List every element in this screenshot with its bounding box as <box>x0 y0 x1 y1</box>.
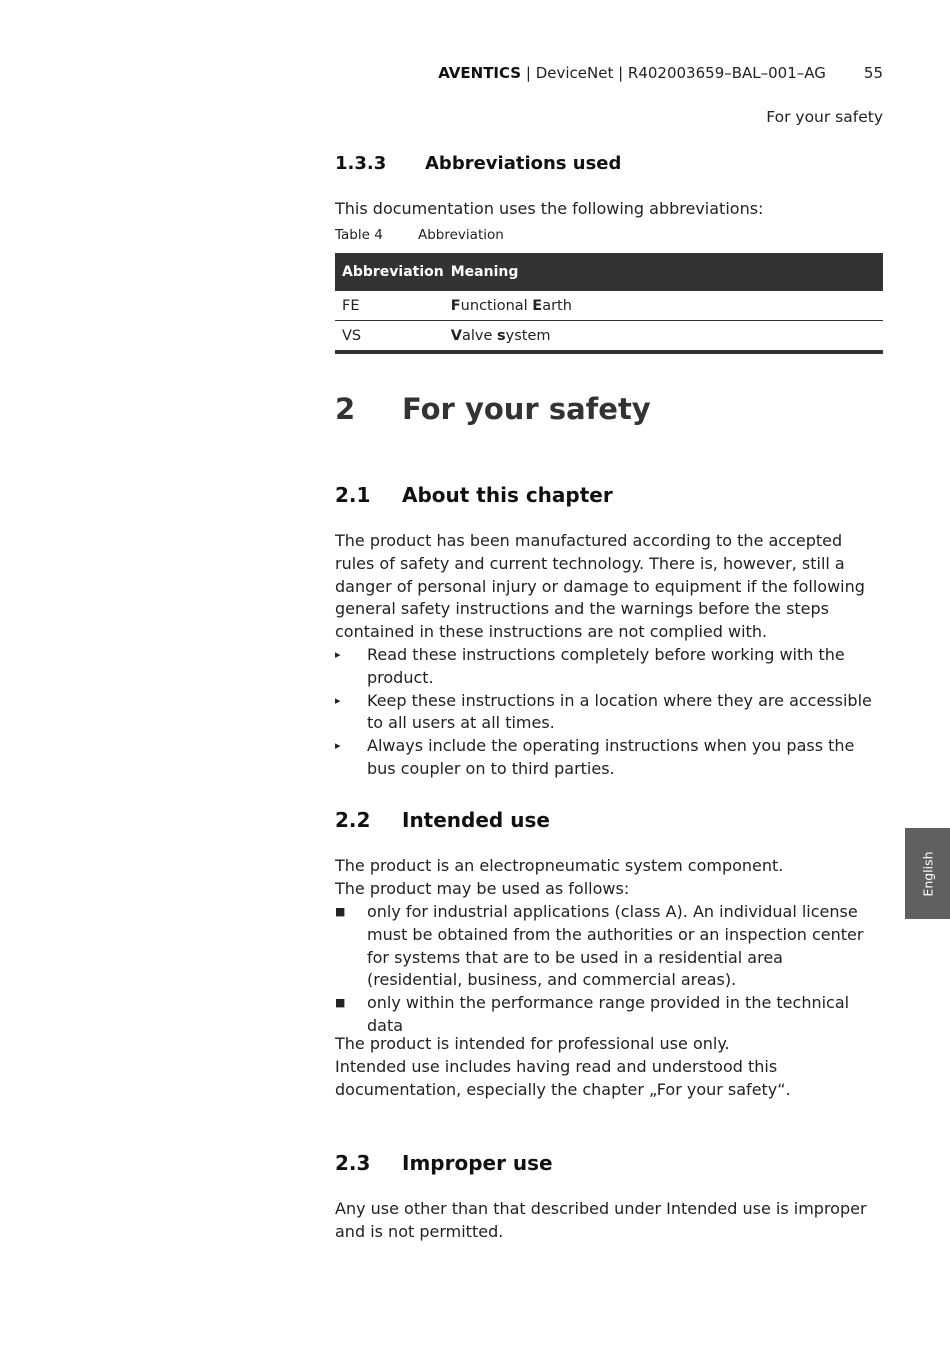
column-header-meaning: Meaning <box>444 253 883 291</box>
list-item <box>335 901 883 992</box>
list-item-text: Read these instructions completely before working with the product. <box>367 645 845 687</box>
language-tab-label: English <box>920 850 935 897</box>
abbr-cell: FE <box>335 291 444 321</box>
section-title: Improper use <box>402 1151 553 1175</box>
arrow-bullet-icon: ▸ <box>335 693 341 707</box>
section-number: 1.3.3 <box>335 153 387 174</box>
meaning-cell <box>444 321 883 353</box>
list-item <box>335 644 883 690</box>
list-item-text: only for industrial applications (class A). An individual license must be obtained from the authorities or an inspection center for systems that are to be used in a residential area (residential, business, and commercial areas). <box>367 902 864 990</box>
chapter-title: For your safety <box>402 392 651 426</box>
meaning-part: arth <box>542 297 572 314</box>
caption-label: Table 4 <box>335 227 383 243</box>
brand-name: AVENTICS <box>438 64 522 82</box>
list-item-text: only within the performance range provided in the technical data <box>367 993 850 1035</box>
chapter-2-heading <box>335 392 883 426</box>
abbreviations-table <box>335 253 883 354</box>
list-item <box>335 735 883 781</box>
section-title: About this chapter <box>402 483 613 507</box>
chapter-number: 2 <box>335 392 356 426</box>
section-2-2-heading <box>335 808 883 832</box>
list-item <box>335 992 883 1038</box>
meaning-part: alve <box>461 327 497 344</box>
section-number: 2.1 <box>335 483 371 507</box>
meaning-cell <box>444 291 883 321</box>
professional-use-note: The product is intended for professional use only. <box>335 1034 730 1053</box>
table-row <box>335 321 883 353</box>
initial-letter: E <box>532 297 543 314</box>
intended-use-line-2: The product may be used as follows: <box>335 879 630 898</box>
column-header-abbreviation: Abbreviation <box>335 253 444 291</box>
initial-letter: s <box>497 327 506 344</box>
meaning-part: unctional <box>460 297 533 314</box>
square-bullet-icon: ■ <box>335 905 346 918</box>
initial-letter: V <box>450 327 462 344</box>
abbr-cell: VS <box>335 321 444 353</box>
intended-use-documentation-note: Intended use includes having read and understood this documentation, especially the chapter „For your safety“. <box>335 1057 791 1099</box>
section-number: 2.2 <box>335 808 371 832</box>
intended-use-list <box>335 901 883 1038</box>
about-chapter-body: The product has been manufactured according to the accepted rules of safety and current technology. There is, however, still a danger of personal injury or damage to equipment if the following general safety instructions and the warnings before the steps contained in these instructions are not complied with. <box>335 531 865 642</box>
initial-letter: F <box>450 297 461 314</box>
page-number: 55 <box>863 64 883 82</box>
section-title: Intended use <box>402 808 550 832</box>
arrow-bullet-icon: ▸ <box>335 739 341 753</box>
section-title: Abbreviations used <box>425 153 622 174</box>
list-item <box>335 690 883 736</box>
square-bullet-icon: ■ <box>335 996 346 1010</box>
section-2-3-heading <box>335 1151 883 1175</box>
improper-use-body: Any use other than that described under Intended use is improper and is not permitted. <box>335 1199 867 1241</box>
list-item-text: Always include the operating instructions when you pass the bus coupler on to third parties. <box>367 736 855 778</box>
page-header <box>438 64 883 82</box>
meaning-part: ystem <box>505 327 551 344</box>
document-id: | DeviceNet | R402003659–BAL–001–AG <box>521 64 826 82</box>
section-header: For your safety <box>766 108 883 126</box>
language-tab[interactable] <box>905 828 950 919</box>
safety-instructions-list <box>335 644 883 781</box>
section-1-3-3-heading <box>335 153 883 174</box>
section-number: 2.3 <box>335 1151 371 1175</box>
section-2-1-heading <box>335 483 883 507</box>
arrow-bullet-icon: ▸ <box>335 648 341 661</box>
intended-use-line-1: The product is an electropneumatic system component. <box>335 856 784 875</box>
list-item-text: Keep these instructions in a location where they are accessible to all users at all times. <box>367 690 872 733</box>
table-row <box>335 291 883 321</box>
abbreviations-intro: This documentation uses the following abbreviations: <box>335 199 764 218</box>
table-caption <box>335 227 883 243</box>
caption-text: Abbreviation <box>418 227 504 243</box>
